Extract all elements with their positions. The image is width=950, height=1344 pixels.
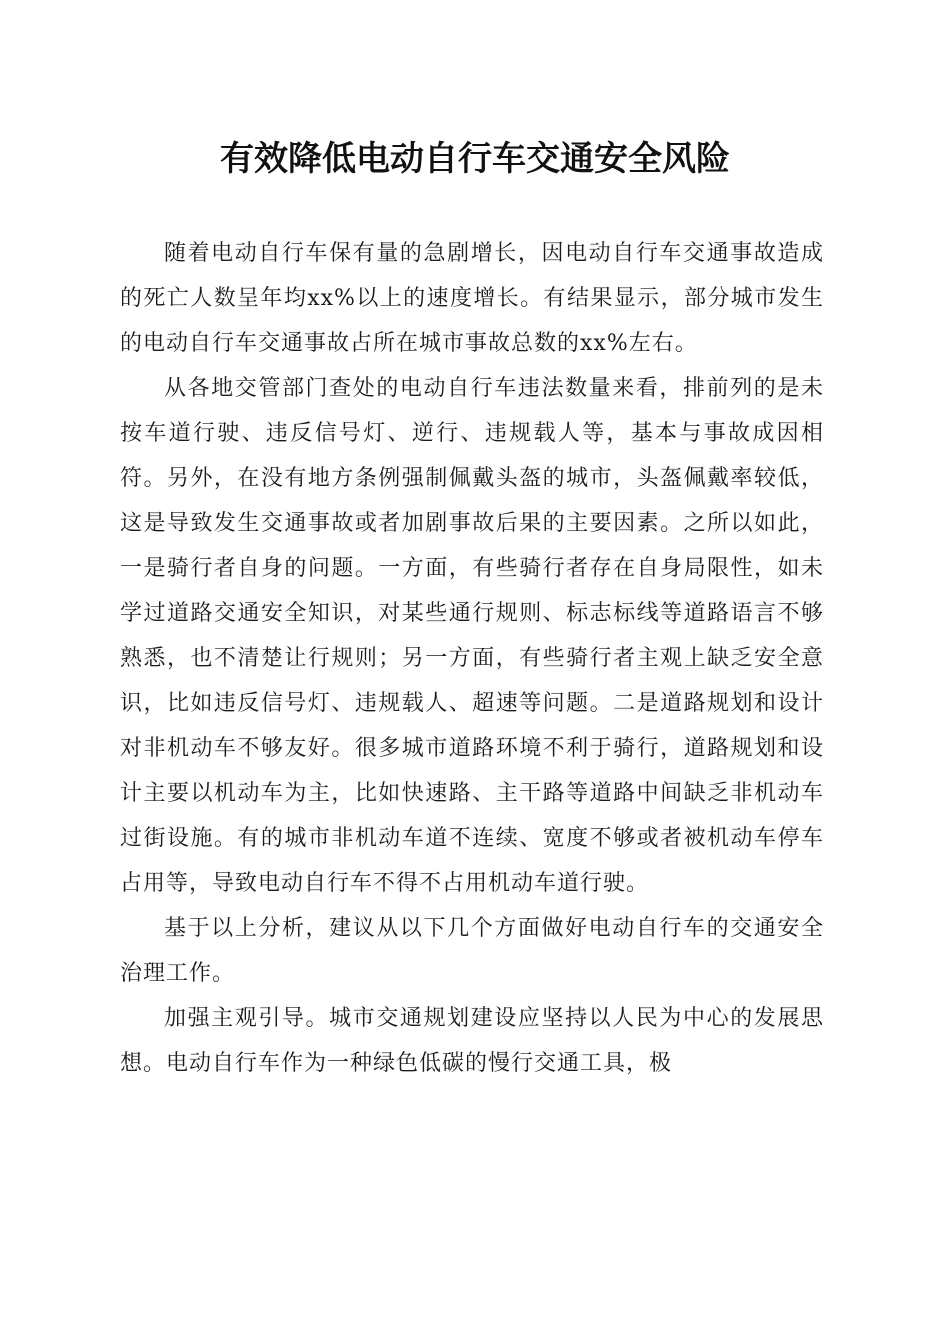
document-title: 有效降低电动自行车交通安全风险 (220, 139, 730, 179)
paragraph-3: 基于以上分析，建议从以下几个方面做好电动自行车的交通安全治理工作。 (120, 916, 824, 986)
document-body (120, 231, 824, 1086)
paragraph-2: 从各地交管部门查处的电动自行车违法数量来看，排前列的是未按车道行驶、违反信号灯、逆行、违规载人等，基本与事故成因相符。另外，在没有地方条例强制佩戴头盔的城市，头盔佩戴率较低，这是导致发生交通事故或者加剧事故后果的主要因素。之所以如此，一是骑行者自身的问题。一方面，有些骑行者存在自身局限性，如未学过道路交通安全知识，对某些通行规则、标志标线等道路语言不够熟悉，也不清楚让行规则；另一方面，有些骑行者主观上缺乏安全意识，比如违反信号灯、违规载人、超速等问题。二是道路规划和设计对非机动车不够友好。很多城市道路环境不利于骑行，道路规划和设计主要以机动车为主，比如快速路、主干路等道路中间缺乏非机动车过街设施。有的城市非机动车道不连续、宽度不够或者被机动车停车占用等，导致电动自行车不得不占用机动车道行驶。 (120, 376, 824, 896)
paragraph-4: 加强主观引导。城市交通规划建设应坚持以人民为中心的发展思想。电动自行车作为一种绿色低碳的慢行交通工具，极 (120, 1006, 824, 1076)
paragraph-1: 随着电动自行车保有量的急剧增长，因电动自行车交通事故造成的死亡人数呈年均xx%以上的速度增长。有结果显示，部分城市发生的电动自行车交通事故占所在城市事故总数的xx%左右。 (120, 241, 824, 356)
